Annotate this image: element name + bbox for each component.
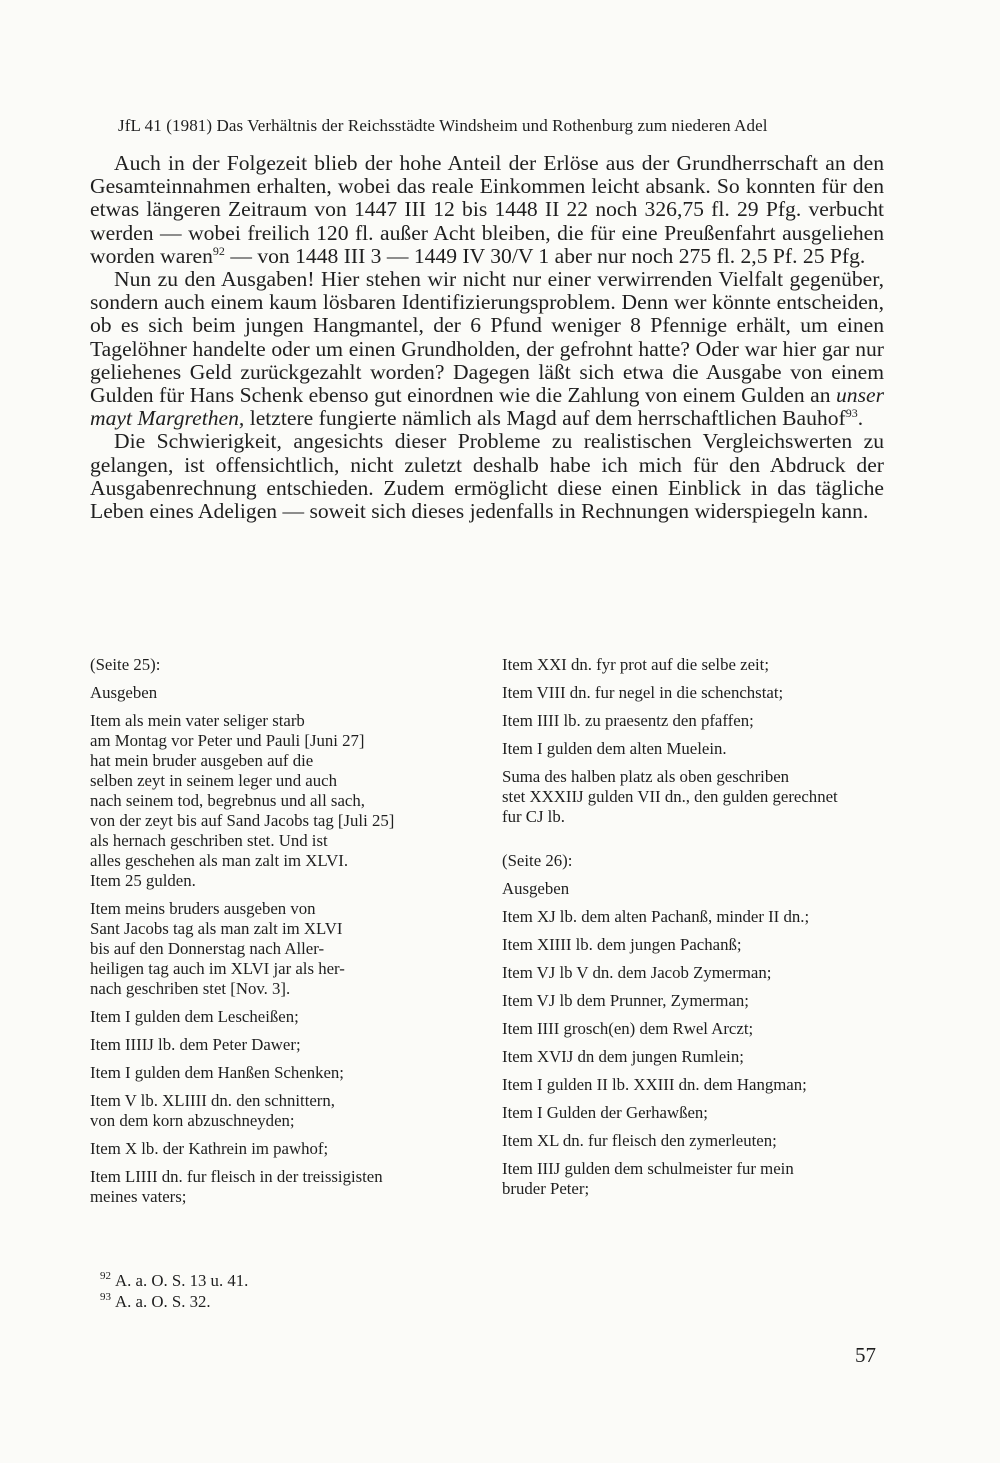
ledger-entry: Suma des halben platz als oben geschriben stet XXXIIJ gulden VII dn., den gulden gerechnet fur CJ lb. (502, 767, 838, 826)
ledger-entry: Item XVIJ dn dem jungen Rumlein; (502, 1047, 744, 1066)
ledger-entry: Item IIII grosch(en) dem Rwel Arczt; (502, 1019, 754, 1038)
ledger-entry: Item IIII lb. zu praesentz den pfaffen; (502, 711, 754, 730)
paragraph-2-italic: unser mayt Margrethen, (90, 383, 884, 431)
paragraph-2-text-a: Nun zu den Ausgaben! Hier stehen wir nicht nur einer verwirrenden Vielfalt gegenüber, sondern auch einem kaum lösbaren Identifizierungsproblem. Denn wer könnte entscheiden, ob es sich beim jungen Hangmantel, der 6 Pfund weniger 8 Pfennige erhält, um einen Tagelöhner handelte oder um einen Grundholden, der gefrohnt hatte? Oder war hier gar nur geliehenes Geld zurückgezahlt worden? Dagegen läßt sich etwa die Ausgabe von einem Gulden für Hans Schenk ebenso gut einordnen wie die Zahlung von einem Gulden an (90, 267, 884, 408)
ledger-entry: Ausgeben (90, 683, 158, 702)
paragraph-2-text-b: letztere fungierte nämlich als Magd auf dem herrschaftlichen Bauhof (244, 406, 846, 431)
ledger-entry: Item VIII dn. fur negel in die schenchstat; (502, 683, 784, 702)
ledger-entry: Item LIIII dn. fur fleisch in der treissigisten meines vaters; (90, 1167, 383, 1206)
ledger-entry: Item IIIIJ lb. dem Peter Dawer; (90, 1035, 301, 1054)
ledger-entry: Item I Gulden der Gerhawßen; (502, 1103, 708, 1122)
footnote-text: A. a. O. S. 32. (115, 1292, 211, 1311)
paragraph-1-text-b: — von 1448 III 3 — 1449 IV 30/V 1 aber nur noch 275 fl. 2,5 Pf. 25 Pfg. (224, 243, 866, 268)
ledger-entry: Item als mein vater seliger starb am Montag vor Peter und Pauli [Juni 27] hat mein bruder ausgeben auf die selben zeyt in seinem leger und auch nach seinem tod, begrebnus und all sach, von der zeyt bis auf Sand Jacobs tag [Juli 25] als hernach geschriben stet. Und ist alles geschehen als man zalt im XLVI. Item 25 gulden. (90, 711, 395, 890)
footnote-number: 93 (100, 1291, 111, 1304)
ledger-entry: Item I gulden dem Hanßen Schenken; (90, 1063, 344, 1082)
ledger-left-column (90, 655, 480, 1215)
ledger-entry: Item I gulden dem alten Muelein. (502, 739, 727, 758)
paragraph-1 (90, 152, 884, 268)
ledger-entry: Item XIIII lb. dem jungen Pachanß; (502, 935, 742, 954)
footnote-number: 92 (100, 1270, 111, 1283)
ledger-entry: Item XL dn. fur fleisch den zymerleuten; (502, 1131, 777, 1150)
paragraph-1-text-a: Auch in der Folgezeit blieb der hohe Anteil der Erlöse aus der Grundherrschaft an den Gesamteinnahmen erhalten, wobei das reale Einkommen leicht absank. So konnten für den etwas längeren Zeitraum von 1447 III 12 bis 1448 II 22 noch 326,75 fl. 29 Pfg. verbucht werden — wobei freilich 120 fl. außer Acht bleiben, die für eine Preußenfahrt ausgeliehen worden waren (90, 151, 884, 268)
footnote-ref-93: 93 (845, 406, 858, 421)
paragraph-3: Die Schwierigkeit, angesichts dieser Probleme zu realistischen Vergleichswerten zu gelangen, ist offensichtlich, nicht zuletzt deshalb habe ich mich für den Abdruck der Ausgabenrechnung entschieden. Zudem ermöglicht diese einen Einblick in das tägliche Leben eines Adeligen — soweit sich dieses jedenfalls in Rechnungen widerspiegeln kann. (90, 429, 884, 524)
footnote-text: A. a. O. S. 13 u. 41. (115, 1271, 249, 1290)
ledger-entry: Item meins bruders ausgeben von Sant Jacobs tag als man zalt im XLVI bis auf den Donnerstag nach Aller- heiligen tag auch im XLVI jar als her- nach geschriben stet [Nov. 3]. (90, 899, 345, 998)
ledger-right-column (502, 655, 892, 1207)
ledger-entry: Item XJ lb. dem alten Pachanß, minder II dn.; (502, 907, 810, 926)
ledger-entry: Item I gulden II lb. XXIII dn. dem Hangman; (502, 1075, 807, 1094)
running-head: JfL 41 (1981) Das Verhältnis der Reichsstädte Windsheim und Rothenburg zum niederen Adel (118, 116, 768, 135)
ledger-spacer (502, 835, 892, 843)
ledger-entry: Item IIIJ gulden dem schulmeister fur mein bruder Peter; (502, 1159, 794, 1198)
page-number: 57 (855, 1343, 876, 1367)
paragraph-2-text-c: . (857, 406, 864, 431)
ledger-entry: (Seite 25): (90, 655, 161, 674)
footnote (100, 1270, 248, 1291)
ledger-entry: Item VJ lb dem Prunner, Zymerman; (502, 991, 749, 1010)
ledger-entry: Item I gulden dem Lescheißen; (90, 1007, 299, 1026)
footnotes (100, 1270, 248, 1312)
main-text (90, 152, 884, 523)
ledger-entry: Item V lb. XLIIII dn. den schnittern, von dem korn abzuschneyden; (90, 1091, 335, 1130)
ledger-entry: Item XXI dn. fyr prot auf die selbe zeit; (502, 655, 770, 674)
footnote-ref-92: 92 (212, 243, 225, 258)
ledger-entry: (Seite 26): (502, 851, 573, 870)
ledger-entry: Item X lb. der Kathrein im pawhof; (90, 1139, 329, 1158)
ledger-entry: Ausgeben (502, 879, 570, 898)
ledger-entry: Item VJ lb V dn. dem Jacob Zymerman; (502, 963, 772, 982)
paragraph-2 (90, 268, 884, 430)
footnote (100, 1291, 248, 1312)
